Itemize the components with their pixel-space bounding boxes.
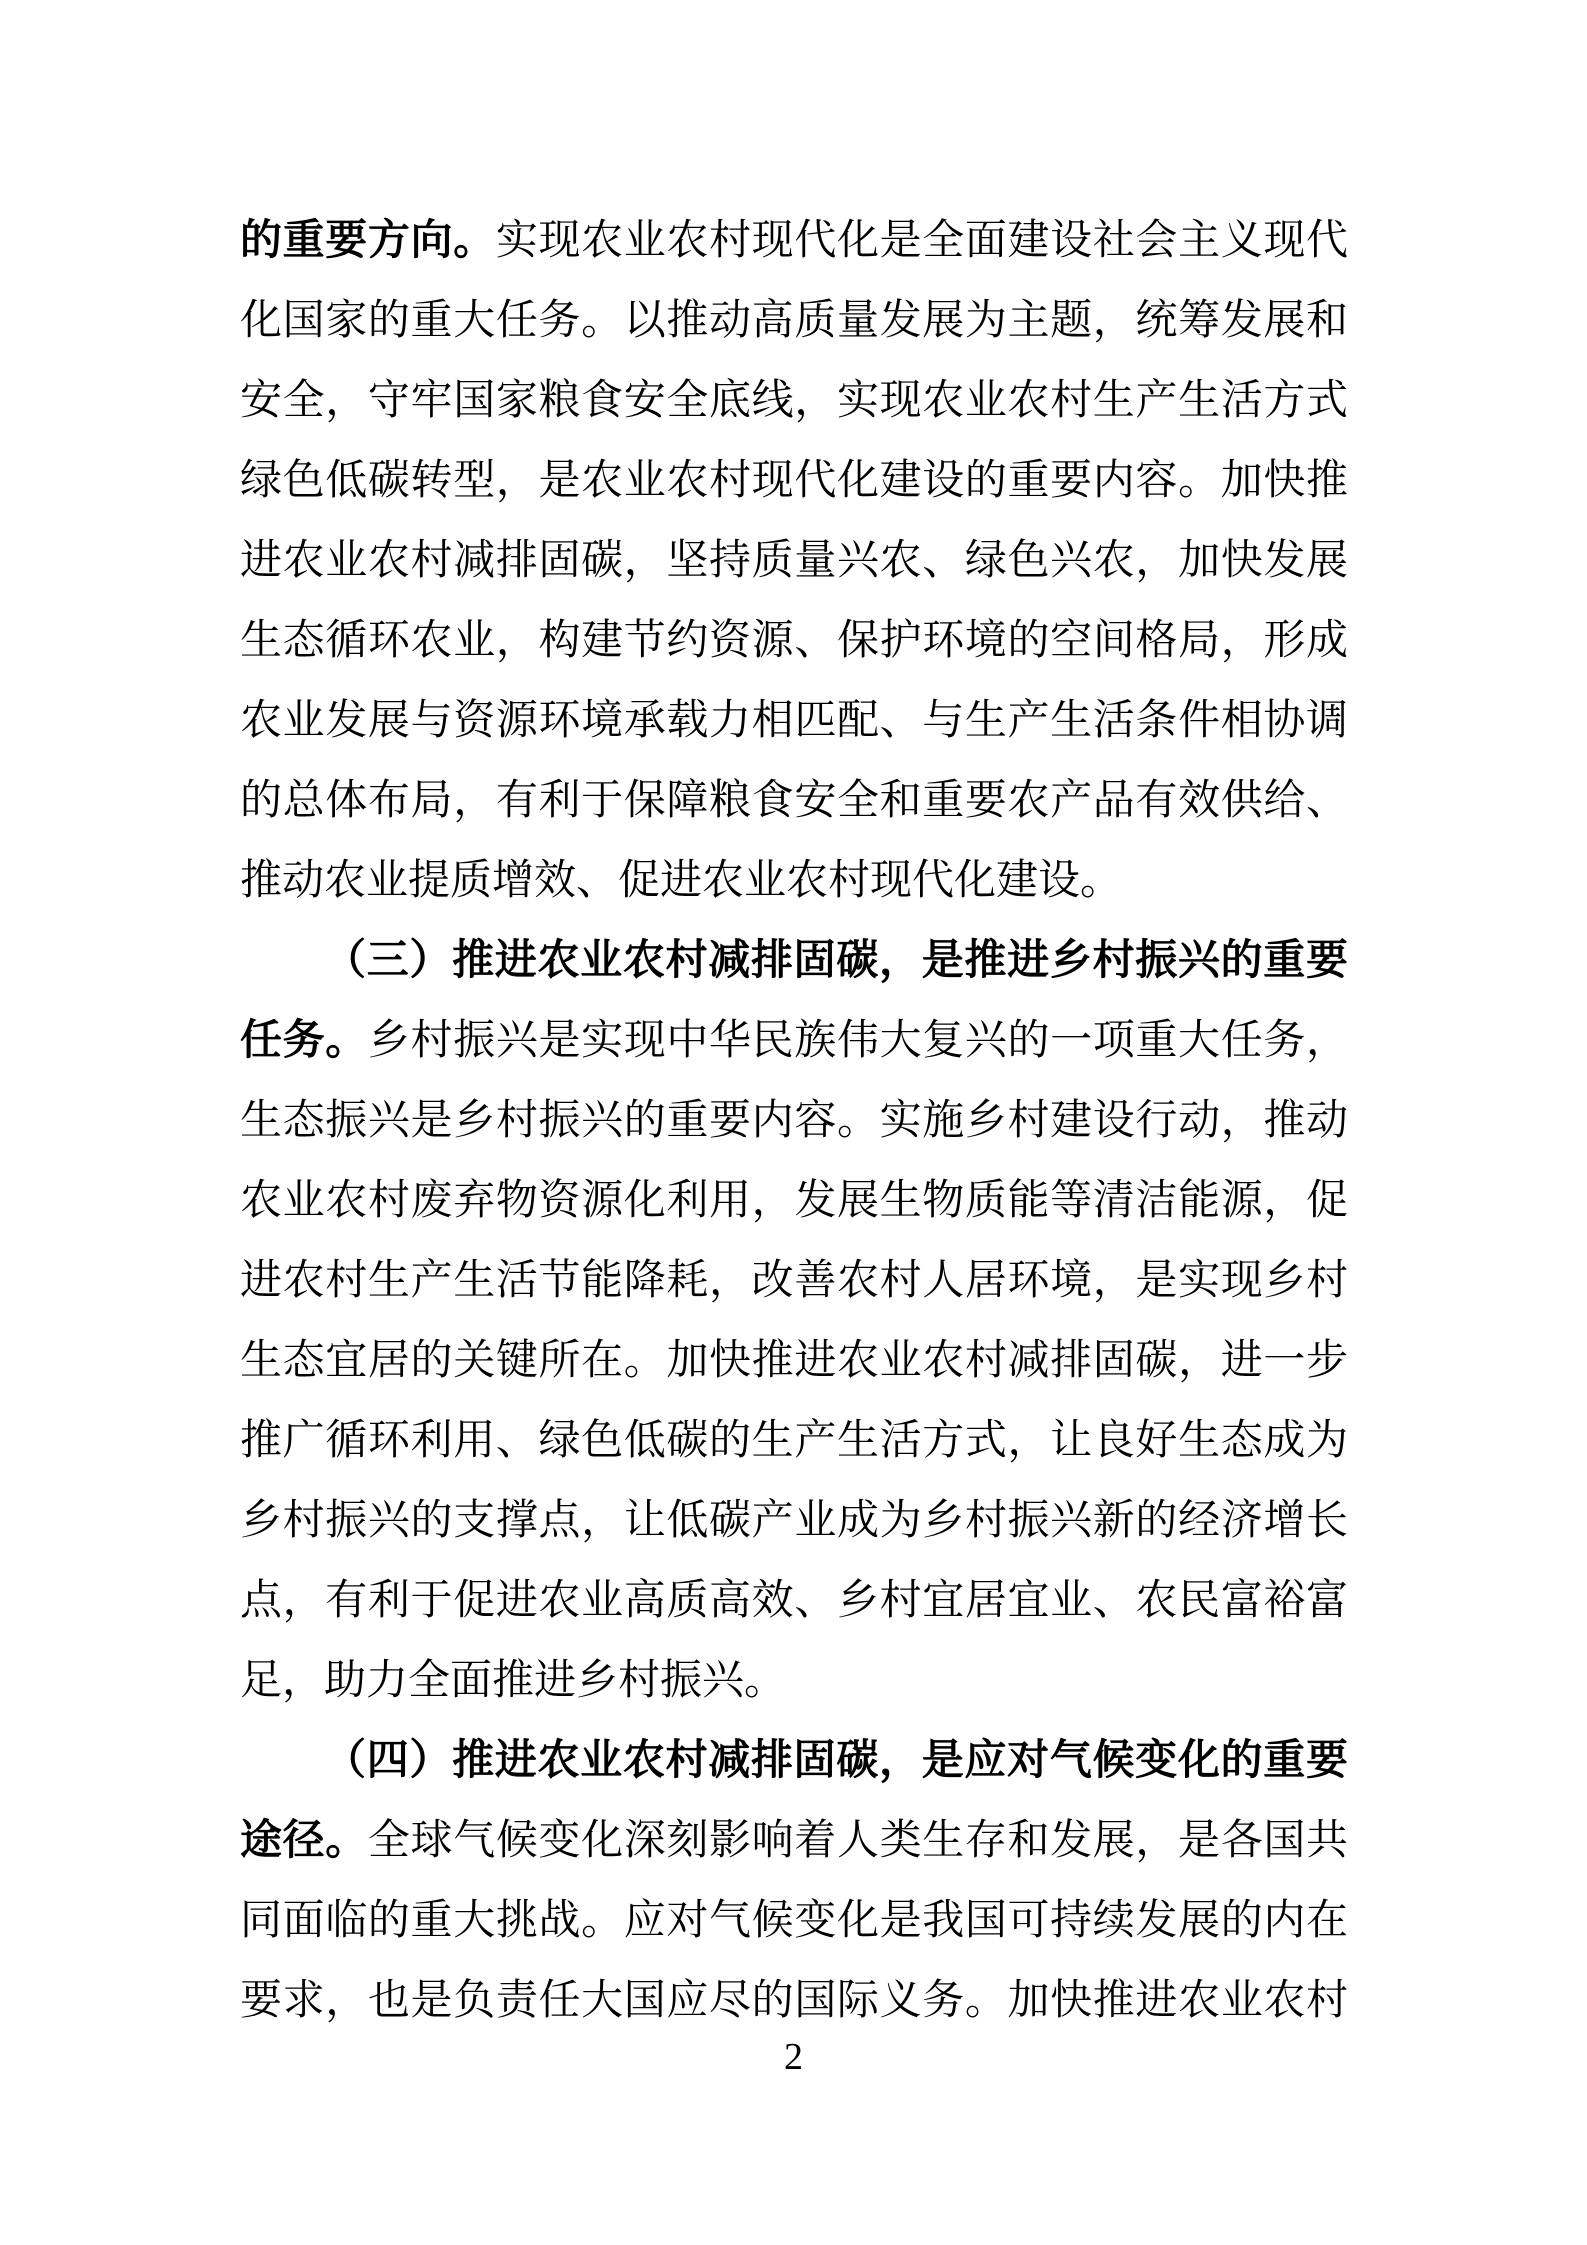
text-line <box>240 521 1348 601</box>
text-line <box>240 601 1348 681</box>
text-segment: 推动农业提质增效、促进农业农村现代化建设。 <box>240 858 1123 904</box>
text-line <box>240 361 1348 441</box>
text-segment: 生态循环农业，构建节约资源、保护环境的空间格局，形成 <box>240 618 1348 664</box>
text-segment: 农业发展与资源环境承载力相匹配、与生产生活条件相协调 <box>240 698 1348 744</box>
bold-text-segment: （三）推进农业农村减排固碳，是推进乡村振兴的重要 <box>324 938 1348 984</box>
text-segment: 进农业农村减排固碳，坚持质量兴农、绿色兴农，加快发展 <box>240 538 1348 584</box>
text-segment: 乡村振兴的支撑点，让低碳产业成为乡村振兴新的经济增长 <box>240 1498 1348 1544</box>
text-segment: 农业农村废弃物资源化利用，发展生物质能等清洁能源，促 <box>240 1178 1348 1224</box>
text-segment: 的总体布局，有利于保障粮食安全和重要农产品有效供给、 <box>240 778 1348 824</box>
text-segment: 进农村生产生活节能降耗，改善农村人居环境，是实现乡村 <box>240 1258 1348 1304</box>
text-line <box>240 1161 1348 1241</box>
text-segment: 推广循环利用、绿色低碳的生产生活方式，让良好生态成为 <box>240 1418 1348 1464</box>
text-line <box>240 281 1348 361</box>
text-segment: 乡村振兴是实现中华民族伟大复兴的一项重大任务， <box>367 1018 1348 1064</box>
text-line <box>240 1641 1348 1721</box>
text-segment: 安全，守牢国家粮食安全底线，实现农业农村生产生活方式 <box>240 378 1348 424</box>
bold-text-segment: 途径。 <box>240 1818 368 1864</box>
bold-text-segment: 任务。 <box>240 1018 368 1064</box>
text-line <box>240 1801 1348 1881</box>
text-line <box>240 761 1348 841</box>
text-line <box>240 1241 1348 1321</box>
bold-text-segment: （四）推进农业农村减排固碳，是应对气候变化的重要 <box>324 1738 1348 1784</box>
text-line <box>240 1721 1348 1801</box>
text-line <box>240 1961 1348 2041</box>
text-block <box>240 201 1348 2041</box>
text-segment: 全球气候变化深刻影响着人类生存和发展，是各国共 <box>367 1818 1348 1864</box>
text-segment: 点，有利于促进农业高质高效、乡村宜居宜业、农民富裕富 <box>240 1578 1348 1624</box>
text-line <box>240 1561 1348 1641</box>
page-number: 2 <box>784 2036 803 2078</box>
text-line <box>240 201 1348 281</box>
text-segment: 要求，也是负责任大国应尽的国际义务。加快推进农业农村 <box>240 1978 1348 2024</box>
text-line <box>240 681 1348 761</box>
text-line <box>240 1401 1348 1481</box>
text-line <box>240 1001 1348 1081</box>
text-line <box>240 1881 1348 1961</box>
bold-text-segment: 的重要方向。 <box>240 218 496 264</box>
text-segment: 生态宜居的关键所在。加快推进农业农村减排固碳，进一步 <box>240 1338 1348 1384</box>
text-segment: 足，助力全面推进乡村振兴。 <box>240 1658 787 1704</box>
text-line <box>240 841 1348 921</box>
text-line <box>240 1321 1348 1401</box>
text-segment: 生态振兴是乡村振兴的重要内容。实施乡村建设行动，推动 <box>240 1098 1348 1144</box>
text-line <box>240 921 1348 1001</box>
text-line <box>240 1481 1348 1561</box>
text-segment: 化国家的重大任务。以推动高质量发展为主题，统筹发展和 <box>240 298 1348 344</box>
text-line <box>240 1081 1348 1161</box>
text-segment: 绿色低碳转型，是农业农村现代化建设的重要内容。加快推 <box>240 458 1348 504</box>
text-line <box>240 441 1348 521</box>
text-segment: 实现农业农村现代化是全面建设社会主义现代 <box>495 218 1348 264</box>
text-segment: 同面临的重大挑战。应对气候变化是我国可持续发展的内在 <box>240 1898 1348 1944</box>
